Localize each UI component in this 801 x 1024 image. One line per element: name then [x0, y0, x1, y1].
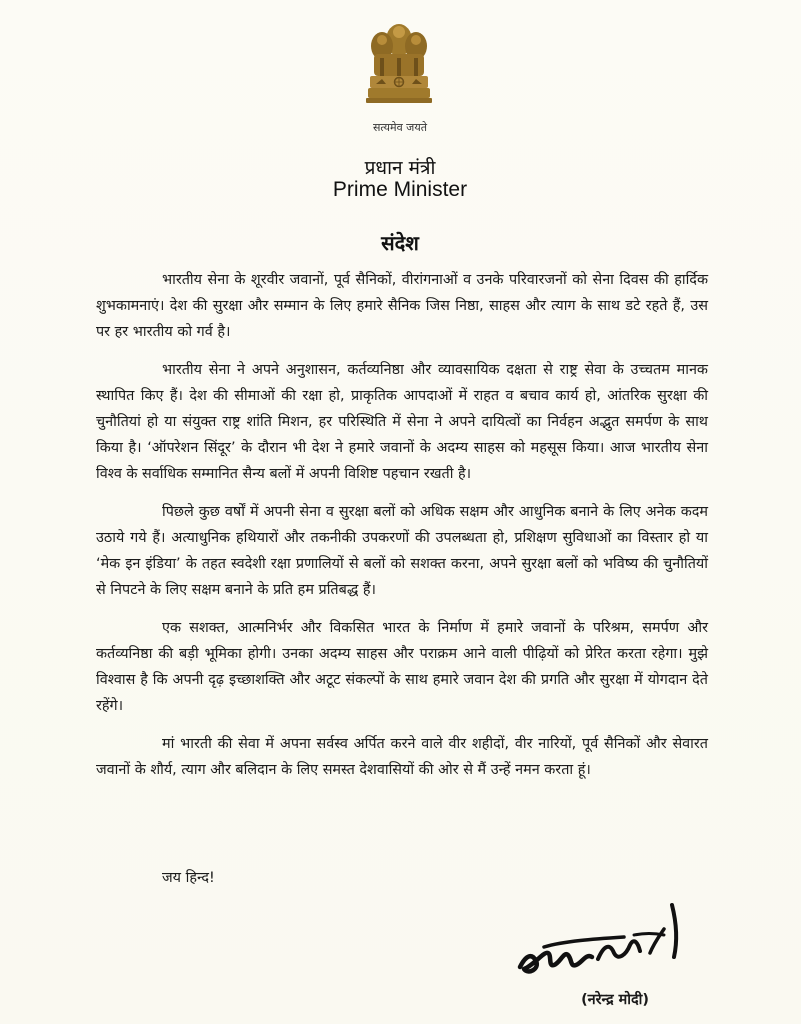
office-title-hindi: प्रधान मंत्री	[364, 157, 436, 179]
paragraph-3: पिछले कुछ वर्षों में अपनी सेना व सुरक्षा बलों को अधिक सक्षम और आधुनिक बनाने के लिए अनेक कदम उठाये गये हैं। अत्याधुनिक हथियारों और तकनीकी उपकरणों की उपलब्धता हो, प्रशिक्षण सुविधाओं का विस्तार हो या ‘मेक इन इंडिया’ के तहत स्वदेशी रक्षा प्रणालियों से बलों को सशक्त करना, अपने सुरक्षा बलों को भविष्य की चुनौतियों से निपटने के लिए सक्षम बनाने के प्रति हम प्रतिबद्ध हैं।	[96, 504, 709, 598]
motto: सत्यमेव जयते	[372, 121, 427, 134]
message-heading: संदेश	[381, 231, 419, 255]
paragraph-1: भारतीय सेना के शूरवीर जवानों, पूर्व सैनिकों, वीरांगनाओं व उनके परिवारजनों को सेना दिवस की हार्दिक शुभकामनाएं। देश की सुरक्षा और सम्मान के लिए हमारे सैनिक जिस निष्ठा, साहस और त्याग के साथ डटे रहते हैं, उस पर हर भारतीय को गर्व है।	[96, 272, 708, 340]
letter-body	[96, 267, 708, 795]
national-emblem-icon	[362, 18, 436, 114]
office-title-english: Prime Minister	[332, 178, 468, 201]
paragraph-2: भारतीय सेना ने अपने अनुशासन, कर्तव्यनिष्ठा और व्यावसायिक दक्षता से राष्ट्र सेवा के उच्चतम मानक स्थापित किए हैं। देश की सीमाओं की रक्षा हो, प्राकृतिक आपदाओं में राहत व बचाव कार्य हो, आंतरिक सुरक्षा की चुनौतियां हो या संयुक्त राष्ट्र शांति मिशन, हर परिस्थिति में सेना ने अपने दायित्वों का निर्वहन अद्भुत समर्पण के साथ किया है। ‘ऑपरेशन सिंदूर’ के दौरान भी देश ने हमारे जवानों के अदम्य साहस को महसूस किया। आज भारतीय सेना विश्व के सर्वाधिक सम्मानित सैन्य बलों में अपनी विशिष्ट पहचान रखती है।	[96, 362, 708, 482]
paragraph-5: मां भारती की सेवा में अपना सर्वस्व अर्पित करने वाले वीर शहीदों, वीर नारियों, पूर्व सैनिकों और सेवारत जवानों के शौर्य, त्याग और बलिदान के लिए समस्त देशवासियों की ओर से मैं उन्हें नमन करता हूं।	[96, 736, 708, 778]
closing-salutation: जय हिन्द!	[162, 870, 215, 886]
signatory-name: (नरेन्द्र मोदी)	[581, 992, 649, 1008]
handwritten-signature	[514, 895, 690, 983]
paragraph-4: एक सशक्त, आत्मनिर्भर और विकसित भारत के निर्माण में हमारे जवानों के परिश्रम, समर्पण और कर्तव्यनिष्ठा की बड़ी भूमिका होगी। उनका अदम्य साहस और पराक्रम आने वाली पीढ़ियों को प्रेरित करता रहेगा। मुझे विश्वास है कि अपनी दृढ़ इच्छाशक्ति और अटूट संकल्पों के साथ हमारे जवान देश की प्रगति और सुरक्षा में योगदान देते रहेंगे।	[96, 620, 708, 714]
